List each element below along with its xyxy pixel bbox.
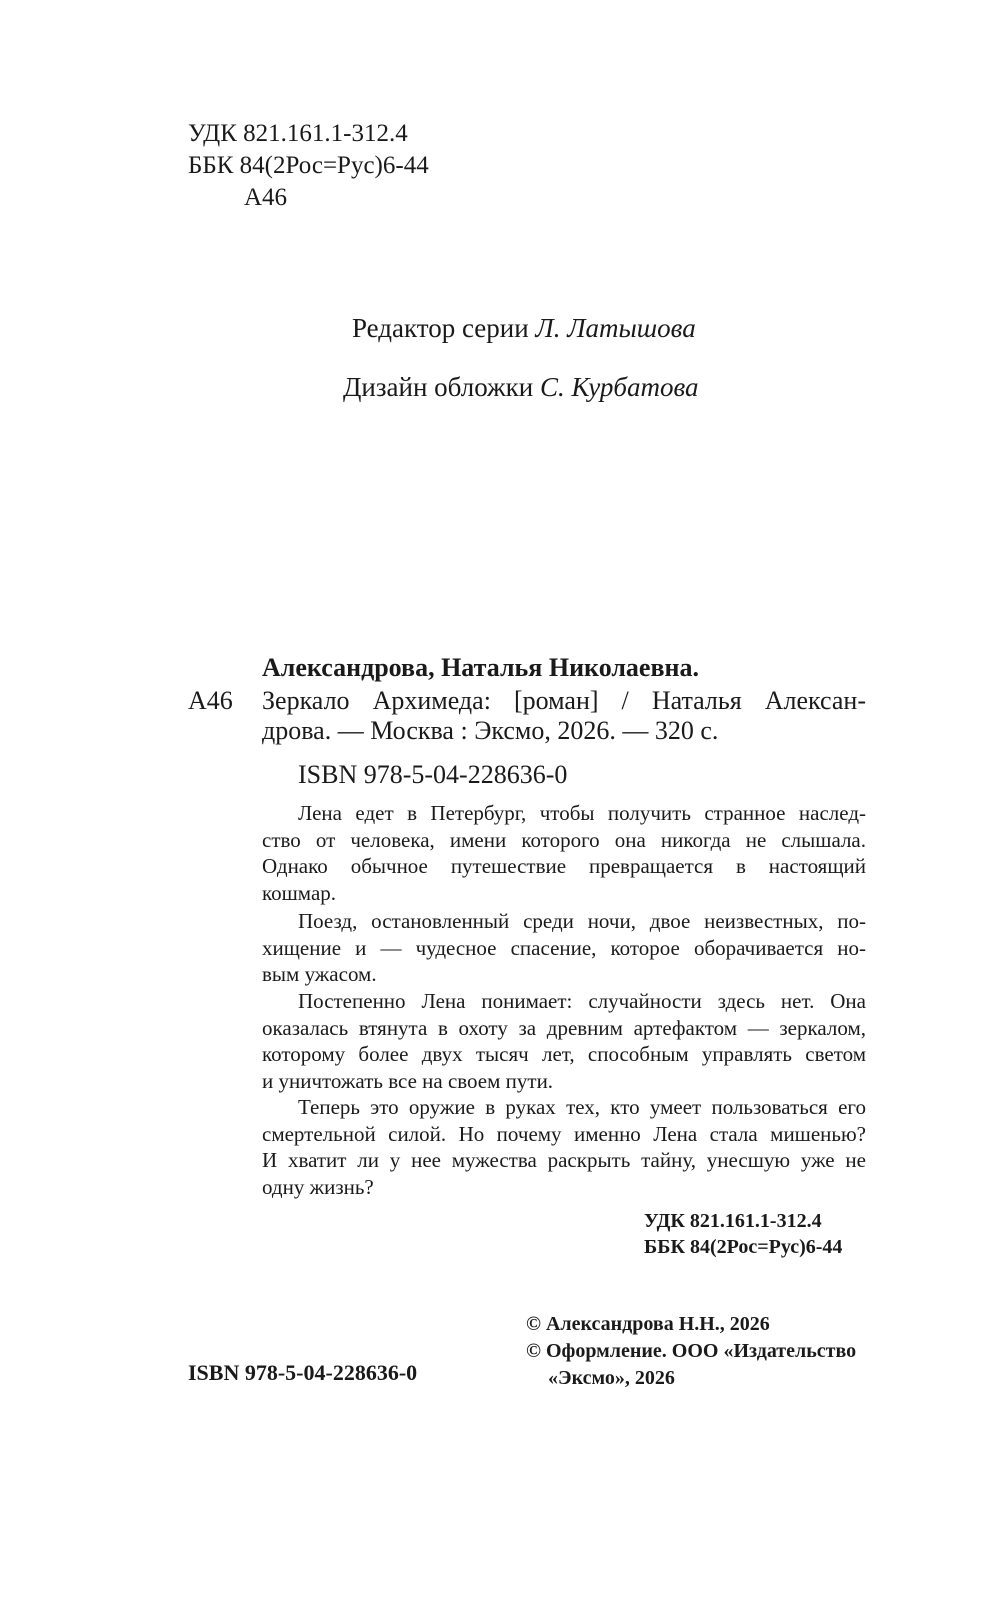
series-editor-name: Л. Латышова	[535, 313, 696, 343]
annotation-line: Постепенно Лена понимает: случайности здесь нет. Она	[298, 989, 866, 1013]
annotation-line: Теперь это оружие в руках тех, кто умеет пользоваться его	[298, 1095, 866, 1119]
copyright-publisher: «Эксмо», 2026	[548, 1367, 675, 1389]
udk-code-bottom: УДК 821.161.1-312.4	[644, 1210, 822, 1232]
annotation-line: одну жизнь?	[262, 1174, 374, 1199]
annotation-line: ство от человека, имени которого она никогда не слышала.	[262, 827, 866, 852]
annotation-paragraph-1	[262, 800, 866, 906]
cover-design-label: Дизайн обложки	[343, 372, 534, 402]
annotation-line: Однако обычное путешествие превращается в настоящий	[262, 854, 866, 878]
annotation-paragraph-2	[262, 908, 866, 988]
udk-code-top: УДК 821.161.1-312.4	[188, 120, 408, 147]
bibliographic-line-1: Зеркало Архимеда: [роман] / Наталья Алексан-	[262, 686, 866, 715]
isbn-entry: ISBN 978-5-04-228636-0	[298, 760, 568, 789]
author-code-side: А46	[188, 686, 233, 715]
annotation-paragraph-3	[262, 988, 866, 1094]
isbn-bottom: ISBN 978-5-04-228636-0	[188, 1360, 418, 1385]
annotation-line: смертельной силой. Но почему именно Лена стала мишенью?	[262, 1121, 866, 1146]
annotation-line: вым ужасом.	[262, 962, 377, 986]
bbk-code-top: ББК 84(2Рос=Рус)6-44	[188, 152, 429, 179]
series-editor-credit	[352, 313, 696, 344]
author-code-top: А46	[244, 184, 288, 211]
annotation-paragraph-4	[262, 1094, 866, 1200]
annotation-line: Лена едет в Петербург, чтобы получить странное наслед-	[298, 801, 866, 825]
annotation-line: которому более двух тысяч лет, способным управлять светом	[262, 1042, 866, 1066]
copyright-design: © Оформление. ООО «Издательство	[526, 1340, 857, 1362]
bibliographic-line-2: дрова. — Москва : Эксмо, 2026. — 320 с.	[262, 716, 719, 745]
series-editor-label: Редактор серии	[352, 313, 529, 343]
bbk-code-bottom: ББК 84(2Рос=Рус)6-44	[644, 1236, 843, 1258]
annotation-line: и уничтожать все на своем пути.	[262, 1068, 554, 1093]
copyright-author: © Александрова Н.Н., 2026	[526, 1313, 770, 1335]
author-heading: Александрова, Наталья Николаевна.	[262, 653, 699, 682]
annotation-line: оказалась втянута в охоту за древним артефактом — зеркалом,	[262, 1015, 866, 1040]
annotation-line: хищение и — чудесное спасение, которое оборачивается но-	[262, 935, 866, 960]
annotation-line: кошмар.	[262, 880, 337, 905]
cover-design-credit	[343, 372, 699, 403]
cover-designer-name: С. Курбатова	[540, 372, 699, 402]
annotation-line: И хватит ли у нее мужества раскрыть тайну, унесшую уже не	[262, 1148, 866, 1172]
annotation-line: Поезд, остановленный среди ночи, двое неизвестных, по-	[298, 909, 866, 933]
